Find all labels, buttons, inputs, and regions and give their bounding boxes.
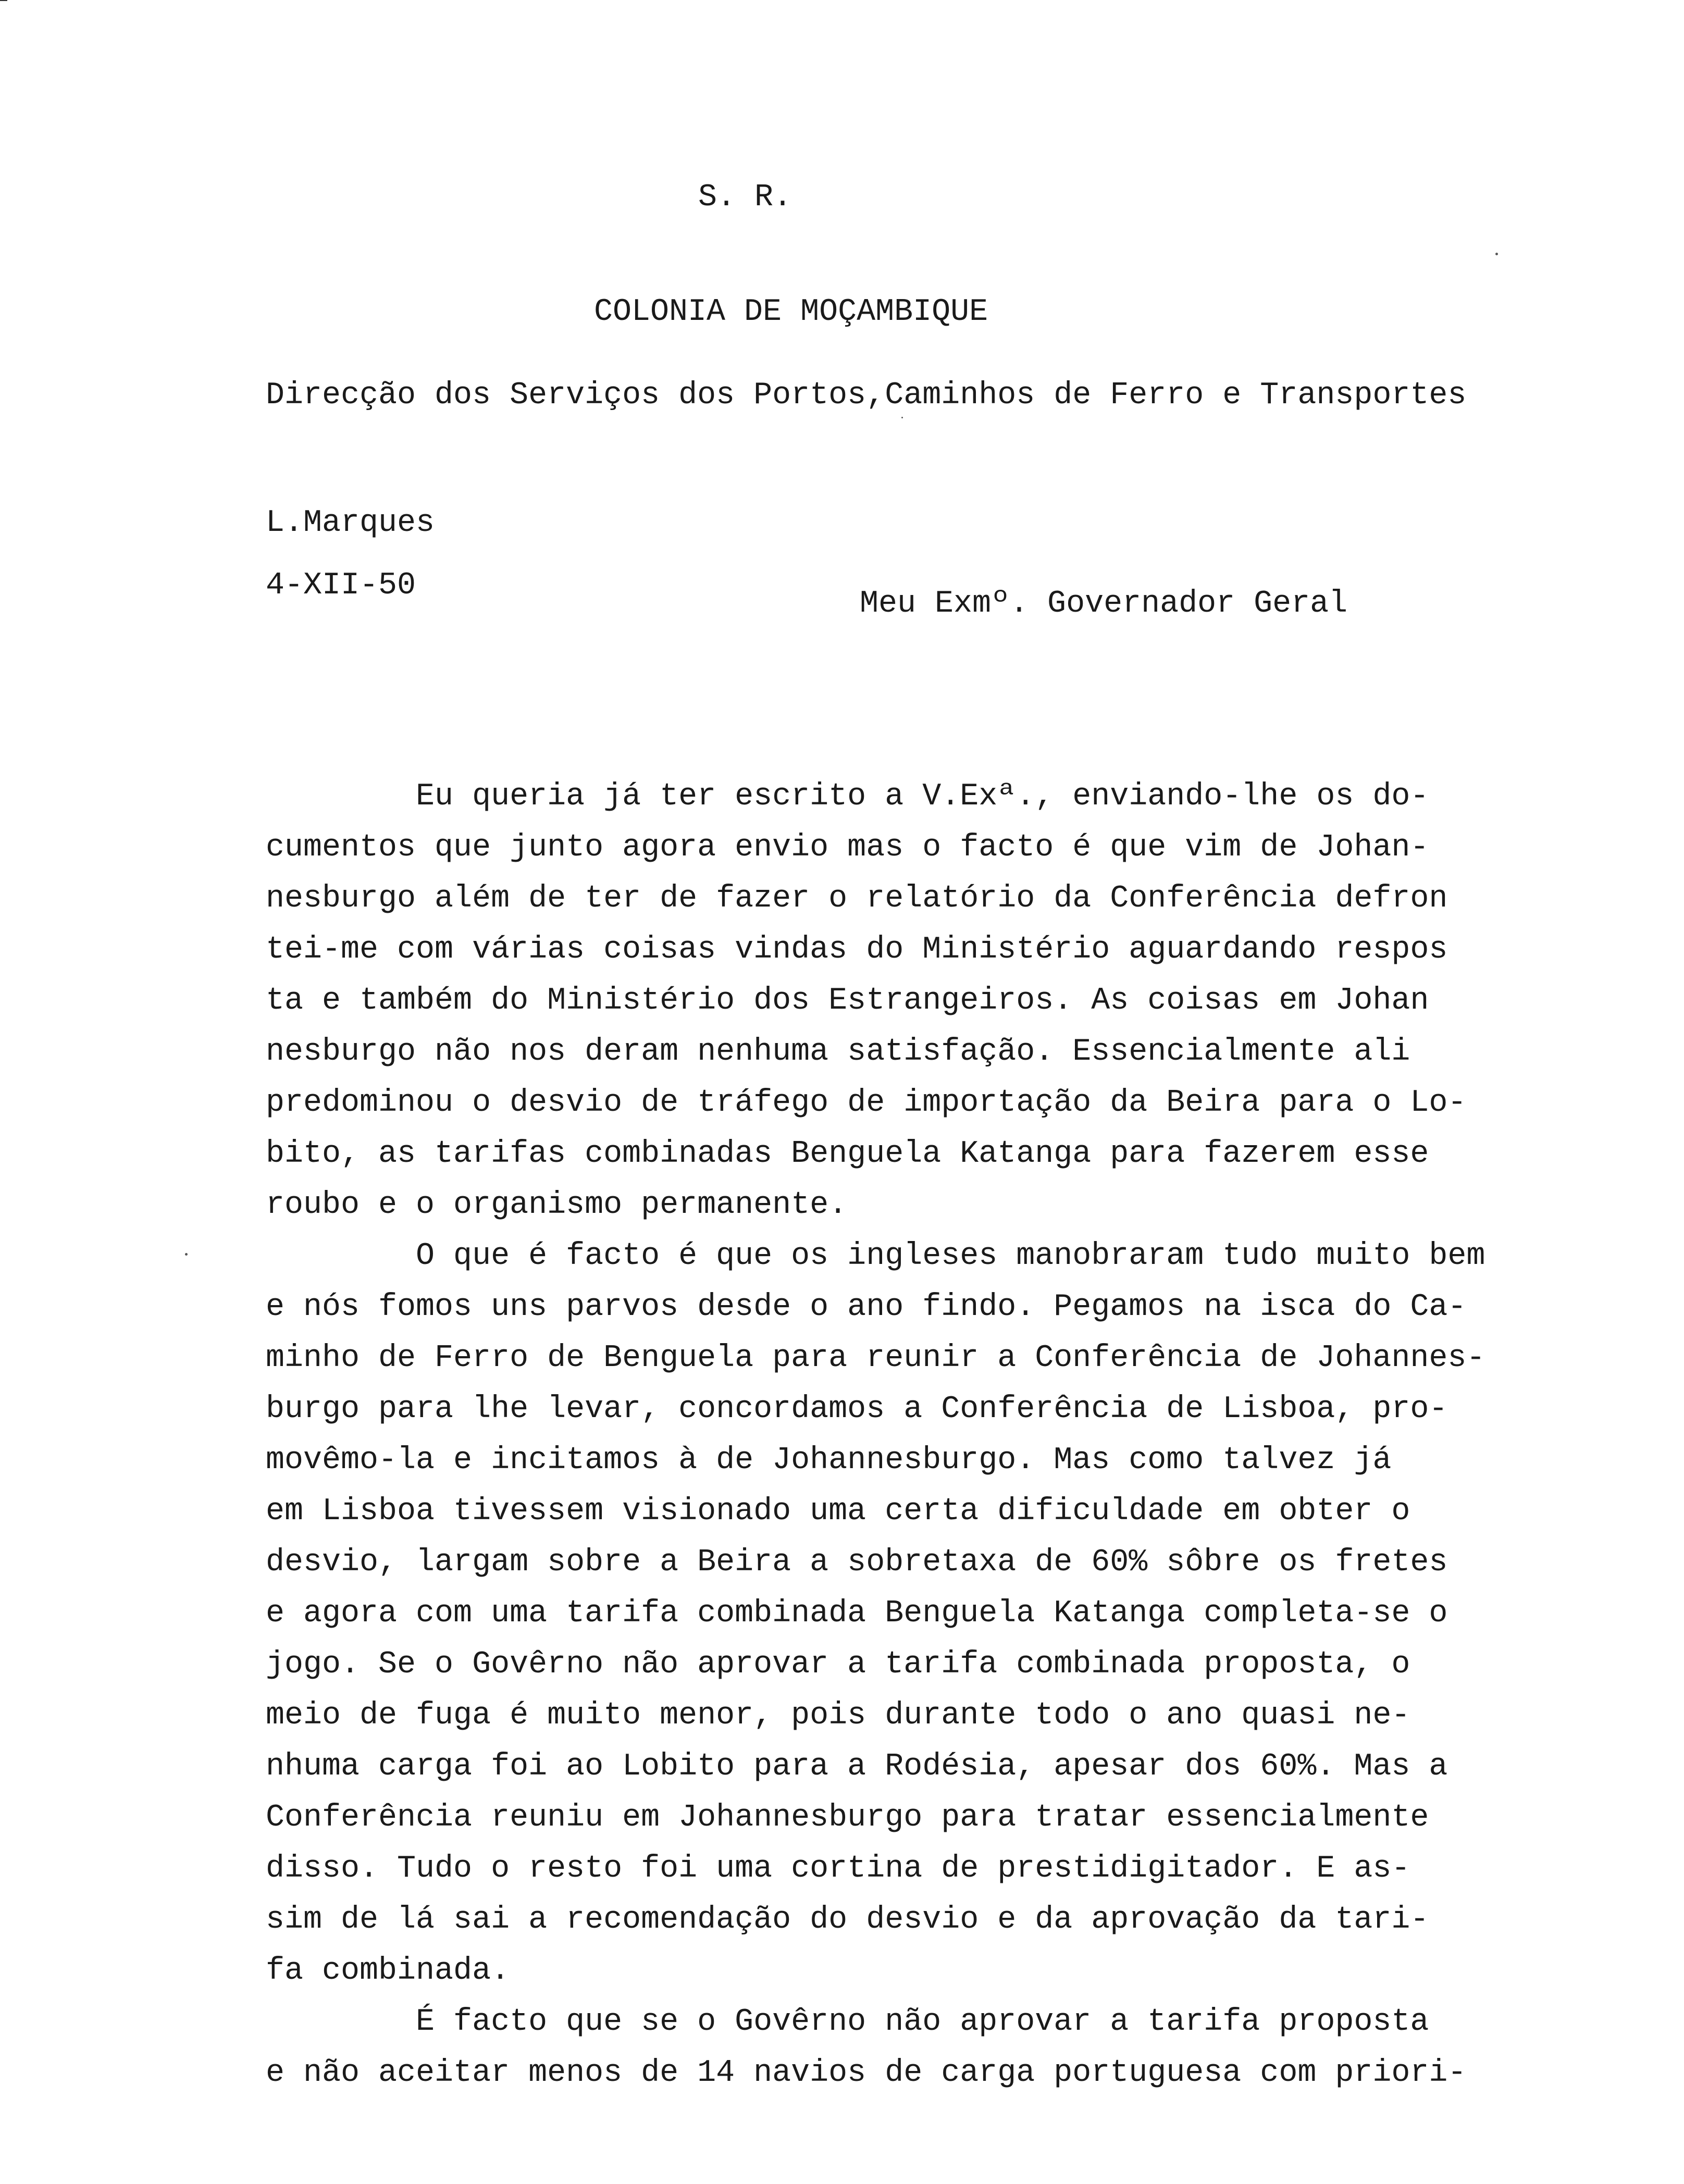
scan-corner-mark [0,0,7,1]
body-line: e nós fomos uns parvos desde o ano findo. Pegamos na isca do Ca- [266,1289,1467,1325]
body-line: em Lisboa tivessem visionado uma certa dificuldade em obter o [266,1494,1410,1529]
body-line: e agora com uma tarifa combinada Benguela Katanga completa-se o [266,1596,1448,1631]
body-line: roubo e o organismo permanente. [266,1187,848,1223]
body-line: meio de fuga é muito menor, pois durante todo o ano quasi ne- [266,1698,1410,1733]
body-line: ta e também do Ministério dos Estrangeiros. As coisas em Johan [266,983,1429,1019]
body-line: desvio, largam sobre a Beira a sobretaxa de 60% sôbre os fretes [266,1545,1448,1580]
body-line: nesburgo não nos deram nenhuma satisfação. Essencialmente ali [266,1034,1410,1070]
body-line: Eu queria já ter escrito a V.Exª., enviando-lhe os do- [266,779,1429,814]
body-line: tei-me com várias coisas vindas do Ministério aguardando respos [266,932,1448,967]
header-colonia: COLONIA DE MOÇAMBIQUE [594,294,988,330]
body-line: predominou o desvio de tráfego de importação da Beira para o Lo- [266,1085,1467,1121]
body-line: Conferência reuniu em Johannesburgo para tratar essencialmente [266,1800,1429,1835]
body-line: e não aceitar menos de 14 navios de carga portuguesa com priori- [266,2055,1467,2091]
body-line: disso. Tudo o resto foi uma cortina de prestidigitador. E as- [266,1851,1410,1887]
body-line: fa combinada. [266,1953,510,1989]
salutation: Meu Exmº. Governador Geral [860,586,1348,622]
body-line: bito, as tarifas combinadas Benguela Katanga para fazerem esse [266,1136,1429,1172]
date: 4-XII-50 [266,568,416,603]
place: L.Marques [266,505,435,541]
body-line: minho de Ferro de Benguela para reunir a Conferência de Johannes- [266,1341,1485,1376]
body-line: movêmo-la e incitamos à de Johannesburgo. Mas como talvez já [266,1443,1392,1478]
body-line: nesburgo além de ter de fazer o relatório da Conferência defron [266,881,1448,916]
scan-speck [1495,253,1498,255]
body-line: burgo para lhe levar, concordamos a Conferência de Lisboa, pro- [266,1392,1448,1427]
body-line: jogo. Se o Govêrno não aprovar a tarifa combinada proposta, o [266,1647,1410,1682]
body-line: É facto que se o Govêrno não aprovar a tarifa proposta [266,2004,1429,2040]
scan-speck [185,1253,188,1256]
body-line: nhuma carga foi ao Lobito para a Rodésia, apesar dos 60%. Mas a [266,1749,1448,1784]
body-line: sim de lá sai a recomendação do desvio e da aprovação da tari- [266,1902,1429,1938]
header-sr: S. R. [698,180,793,215]
header-direccao: Direcção dos Serviços dos Portos,Caminhos de Ferro e Transportes [266,378,1467,413]
body-line: O que é facto é que os ingleses manobraram tudo muito bem [266,1238,1485,1274]
body-line: cumentos que junto agora envio mas o facto é que vim de Johan- [266,830,1429,865]
